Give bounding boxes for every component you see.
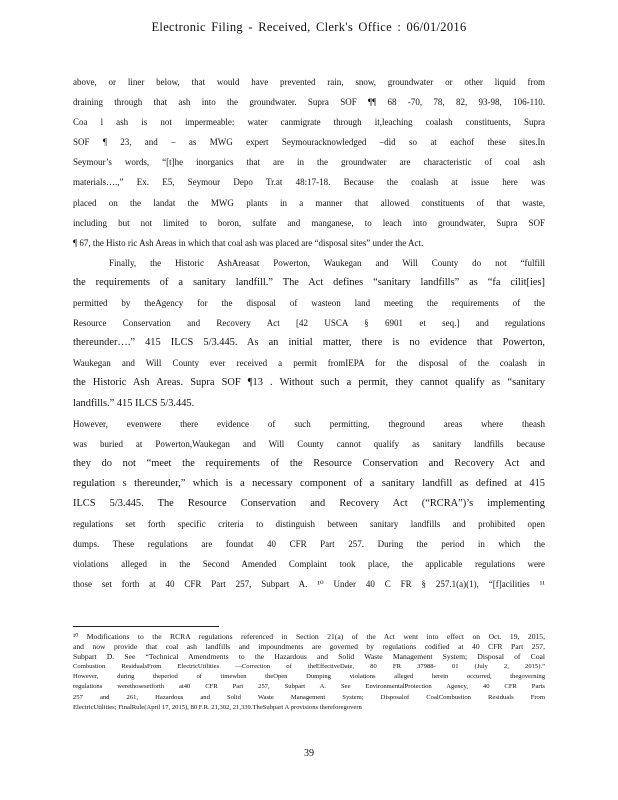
text-line: they do not “meet the requirements of the Resource Conservation and Recovery Act and	[73, 457, 545, 469]
text-line: placed on the landat the MWG plants in a manner that allowed constituents of that waste,	[73, 197, 545, 208]
text-line: the Historic Ash Areas. Supra SOF ¶13 . Without such a permit, they cannot qualify as “sanitary	[73, 377, 545, 389]
text-line: above, or liner below, that would have prevented rain, snow, groundwater or other liquid from	[73, 77, 545, 87]
text-line: Coa l ash is not impermeable: water canmigrate through it,leaching coalash constituents, Supra	[73, 117, 545, 128]
text-line: Seymour’s words, “[t]he inorganics that are in the groundwater are characteristic of coal ash	[73, 157, 545, 168]
text-line: Resource Conservation and Recovery Act [42 USCA § 6901 et seq.] and regulations	[73, 318, 545, 329]
text-line: landfills.” 415 ILCS 5/3.445.	[73, 397, 195, 409]
text-line: ¶ 67, the Histo ric Ash Areas in which that coal ash was placed are “disposal sites” under the Act.	[73, 237, 424, 248]
footnote-line: 257 and 261, Hazardous and Solid Waste Management System; Disposalof CoalCombustion Residuals From	[73, 693, 545, 701]
text-line: Waukegan and Will County ever received a permit fromIEPA for the disposal of the coalash in	[73, 358, 545, 369]
text-line: including but not limited to boron, sulfate and manganese, to leach into groundwater, Supra SOF	[73, 217, 545, 228]
footnote-line: Subpart D. See “Technical Amendments to the Hazardous and Solid Waste Management System; Disposal of Coal	[73, 652, 545, 662]
footnote-text	[73, 632, 545, 713]
footnote-line: regulations werethosesetforth at40 CFR Part 257, Subpart A. See EnvironmentalProtection Agency, 40 CFR Parts	[73, 683, 545, 691]
footnote-separator	[73, 626, 219, 627]
text-line: dumps. These regulations are foundat 40 CFR Part 257. During the period in which the	[73, 539, 545, 550]
text-line: materials….,” Ex. E5, Seymour Depo Tr.at 48:17-18. Because the coalash at issue here was	[73, 177, 545, 188]
text-line: was buried at Powerton,Waukegan and Will County cannot qualify as sanitary landfills because	[73, 438, 545, 449]
footnote-line: Combustion ResidualsFrom ElectricUtilities —Correction of theEffectiveDate, 80 FR 37988- 01 (July 2, 2015).”	[73, 663, 545, 671]
footnote-line: However, during theperiod of timewhen theOpen Dumping violations alleged herein occurred, thegoverning	[73, 673, 545, 681]
text-line: permitted by theAgency for the disposal of wasteon land meeting the requirements of the	[73, 298, 545, 309]
text-line: regulations set forth specific criteria to distinguish between sanitary landfills and prohibited open	[73, 519, 545, 530]
body-text	[73, 72, 545, 594]
text-line: draining through that ash into the groundwater. Supra SOF ¶¶ 68 -70, 78, 82, 93-98, 106-110.	[73, 97, 545, 108]
page-number: 39	[304, 748, 314, 759]
text-line: the requirements of a sanitary landfill.” The Act defines “sanitary landfills” as “fa cilit[ies]	[73, 276, 545, 288]
text-line: thereunder….” 415 ILCS 5/3.445. As an initial matter, there is no evidence that Powerton,	[73, 337, 545, 349]
footnote-line: ElectricUtilities; FinalRule(April 17, 2015), 80 F.R. 21,302, 21,339.TheSubpart A provisions thereforegovern	[73, 703, 362, 711]
text-line: violations alleged in the Second Amended Complaint took place, the applicable regulations were	[73, 559, 545, 570]
text-line: ILCS 5/3.445. The Resource Conservation and Recovery Act (“RCRA”)’s implementing	[73, 497, 545, 509]
text-line: However, evenwere there evidence of such permitting, theground areas where theash	[73, 418, 545, 429]
filing-header: Electronic Filing - Received, Clerk's Office : 06/01/2016	[151, 20, 467, 34]
text-line: those set forth at 40 CFR Part 257, Subpart A. ¹⁰ Under 40 C FR § 257.1(a)(1), “[f]acilities ¹¹	[73, 579, 545, 590]
footnote-line: and now provide that coal ash landfills and impoundments are governed by regulations codified at 40 CFR Part 257,	[73, 642, 545, 652]
footnote-line: ¹⁰ Modifications to the RCRA regulations referenced in Section 21(a) of the Act went into effect on Oct. 19, 2015,	[73, 632, 545, 641]
text-line: Finally, the Historic AshAreasat Powerton, Waukegan and Will County do not “fulfill	[109, 257, 545, 268]
text-line: regulation s thereunder,” which is a necessary component of a sanitary landfill as defined at 415	[73, 477, 545, 489]
text-line: SOF ¶ 23, and – as MWG expert Seymouracknowledged –did so at eachof these sites.In	[73, 137, 545, 148]
